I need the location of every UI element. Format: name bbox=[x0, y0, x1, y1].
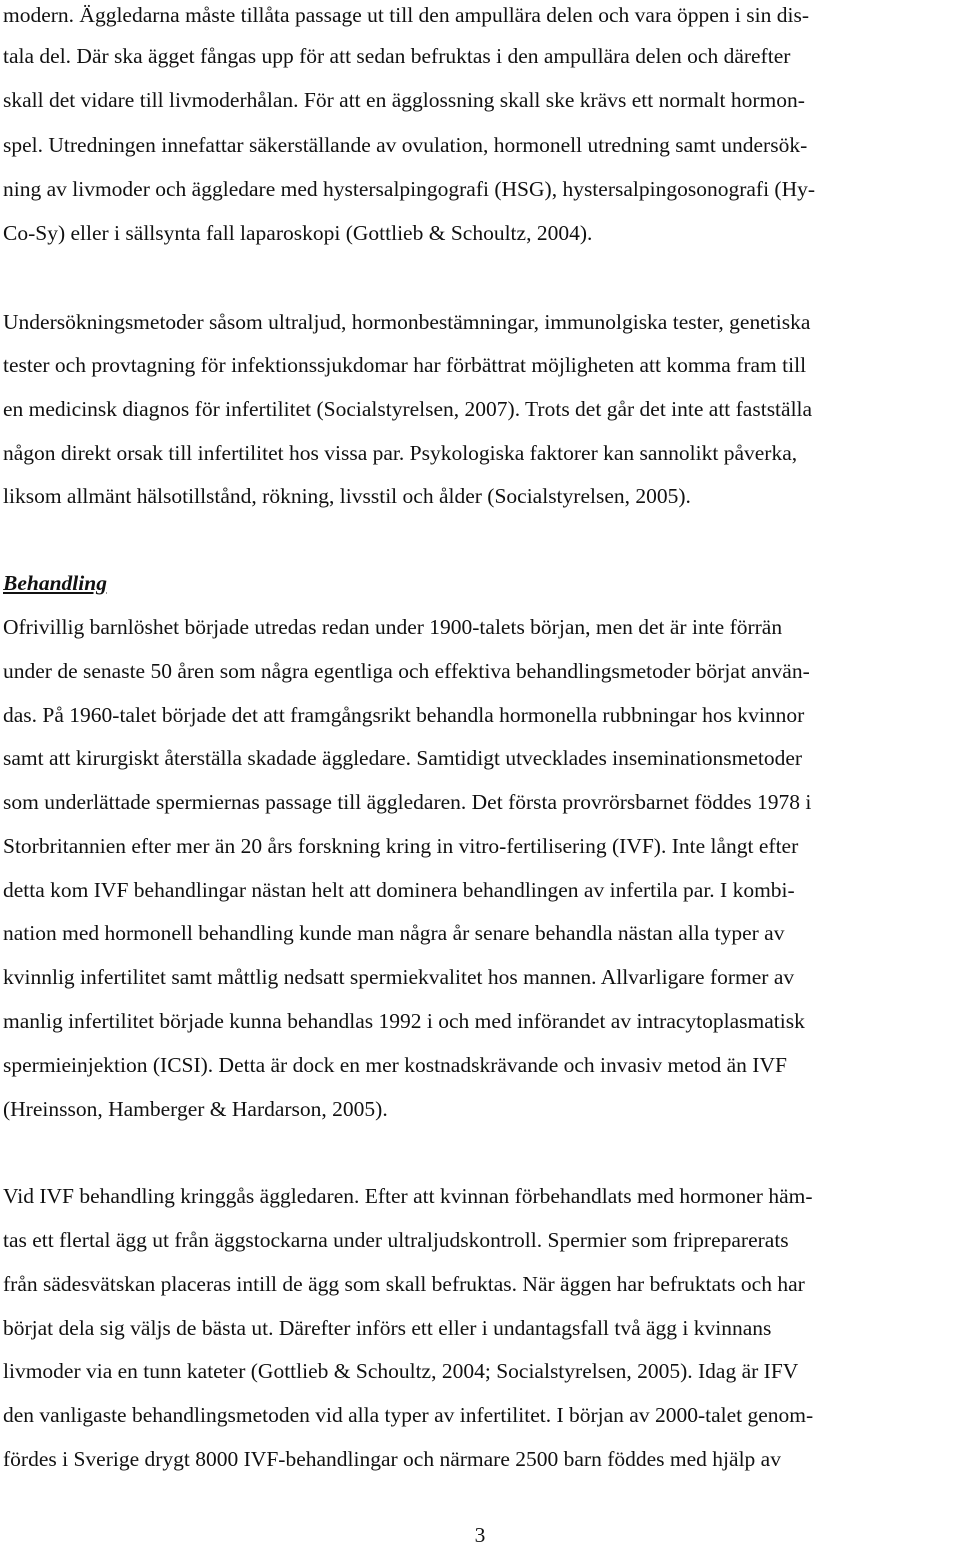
text-line: spermieinjektion (ICSI). Detta är dock en mer kostnadskrävande och invasiv metod än IVF bbox=[3, 1053, 787, 1077]
text-line: skall det vidare till livmoderhålan. För att en ägglossning skall ske krävs ett normalt hormon- bbox=[3, 88, 805, 112]
text-line: Vid IVF behandling kringgås äggledaren. Efter att kvinnan förbehandlats med hormoner häm- bbox=[3, 1184, 813, 1208]
text-line: livmoder via en tunn kateter (Gottlieb & Schoultz, 2004; Socialstyrelsen, 2005). Idag är IFV bbox=[3, 1359, 799, 1383]
text-line: manlig infertilitet började kunna behandlas 1992 i och med införandet av intracytoplasmatisk bbox=[3, 1009, 805, 1033]
text-line: tas ett flertal ägg ut från äggstockarna under ultraljudskontroll. Spermier som fripreparerats bbox=[3, 1228, 789, 1252]
text-line: fördes i Sverige drygt 8000 IVF-behandlingar och närmare 2500 barn föddes med hjälp av bbox=[3, 1447, 781, 1471]
section-heading: Behandling bbox=[3, 571, 107, 595]
text-line: Co-Sy) eller i sällsynta fall laparoskopi (Gottlieb & Schoultz, 2004). bbox=[3, 221, 593, 245]
text-line: Undersökningsmetoder såsom ultraljud, hormonbestämningar, immunolgiska tester, genetiska bbox=[3, 310, 811, 334]
text-line: den vanligaste behandlingsmetoden vid alla typer av infertilitet. I början av 2000-talet genom- bbox=[3, 1403, 814, 1427]
text-line: detta kom IVF behandlingar nästan helt att dominera behandlingen av infertila par. I kombi- bbox=[3, 878, 795, 902]
text-line: Ofrivillig barnlöshet började utredas redan under 1900-talets början, men det är inte förrän bbox=[3, 615, 783, 639]
text-line: samt att kirurgiskt återställa skadade äggledare. Samtidigt utvecklades inseminationsmetoder bbox=[3, 746, 803, 770]
page-number: 3 bbox=[474, 1523, 486, 1547]
text-line: spel. Utredningen innefattar säkerställande av ovulation, hormonell utredning samt undersök- bbox=[3, 133, 808, 157]
text-line: modern. Äggledarna måste tillåta passage ut till den ampullära delen och vara öppen i sin dis- bbox=[3, 3, 809, 27]
text-line: börjat dela sig väljs de bästa ut. Därefter införs ett eller i undantagsfall två ägg i kvinnans bbox=[3, 1316, 772, 1340]
text-line: nation med hormonell behandling kunde man några år senare behandla nästan alla typer av bbox=[3, 921, 785, 945]
text-line: Storbritannien efter mer än 20 års forskning kring in vitro-fertilisering (IVF). Inte långt efter bbox=[3, 834, 799, 858]
text-line: ning av livmoder och äggledare med hystersalpingografi (HSG), hystersalpingosonografi (Hy- bbox=[3, 177, 816, 201]
text-line: tester och provtagning för infektionssjukdomar har förbättrat möjligheten att komma fram till bbox=[3, 353, 807, 377]
text-line: en medicinsk diagnos för infertilitet (Socialstyrelsen, 2007). Trots det går det inte att fastställa bbox=[3, 397, 813, 421]
text-line: (Hreinsson, Hamberger & Hardarson, 2005). bbox=[3, 1097, 388, 1121]
text-line: som underlättade spermiernas passage till äggledaren. Det första provrörsbarnet föddes 1978 i bbox=[3, 790, 812, 814]
text-line: under de senaste 50 åren som några egentliga och effektiva behandlingsmetoder börjat använ- bbox=[3, 659, 810, 683]
text-line: das. På 1960-talet började det att framgångsrikt behandla hormonella rubbningar hos kvinnor bbox=[3, 703, 805, 727]
text-line: liksom allmänt hälsotillstånd, rökning, livsstil och ålder (Socialstyrelsen, 2005). bbox=[3, 484, 691, 508]
text-line: någon direkt orsak till infertilitet hos vissa par. Psykologiska faktorer kan sannolikt påverka, bbox=[3, 441, 798, 465]
text-line: tala del. Där ska ägget fångas upp för att sedan befruktas i den ampullära delen och därefter bbox=[3, 44, 791, 68]
text-line: från sädesvätskan placeras intill de ägg som skall befruktas. När äggen har befruktats och har bbox=[3, 1272, 805, 1296]
text-line: kvinnlig infertilitet samt måttlig nedsatt spermiekvalitet hos mannen. Allvarligare former av bbox=[3, 965, 795, 989]
